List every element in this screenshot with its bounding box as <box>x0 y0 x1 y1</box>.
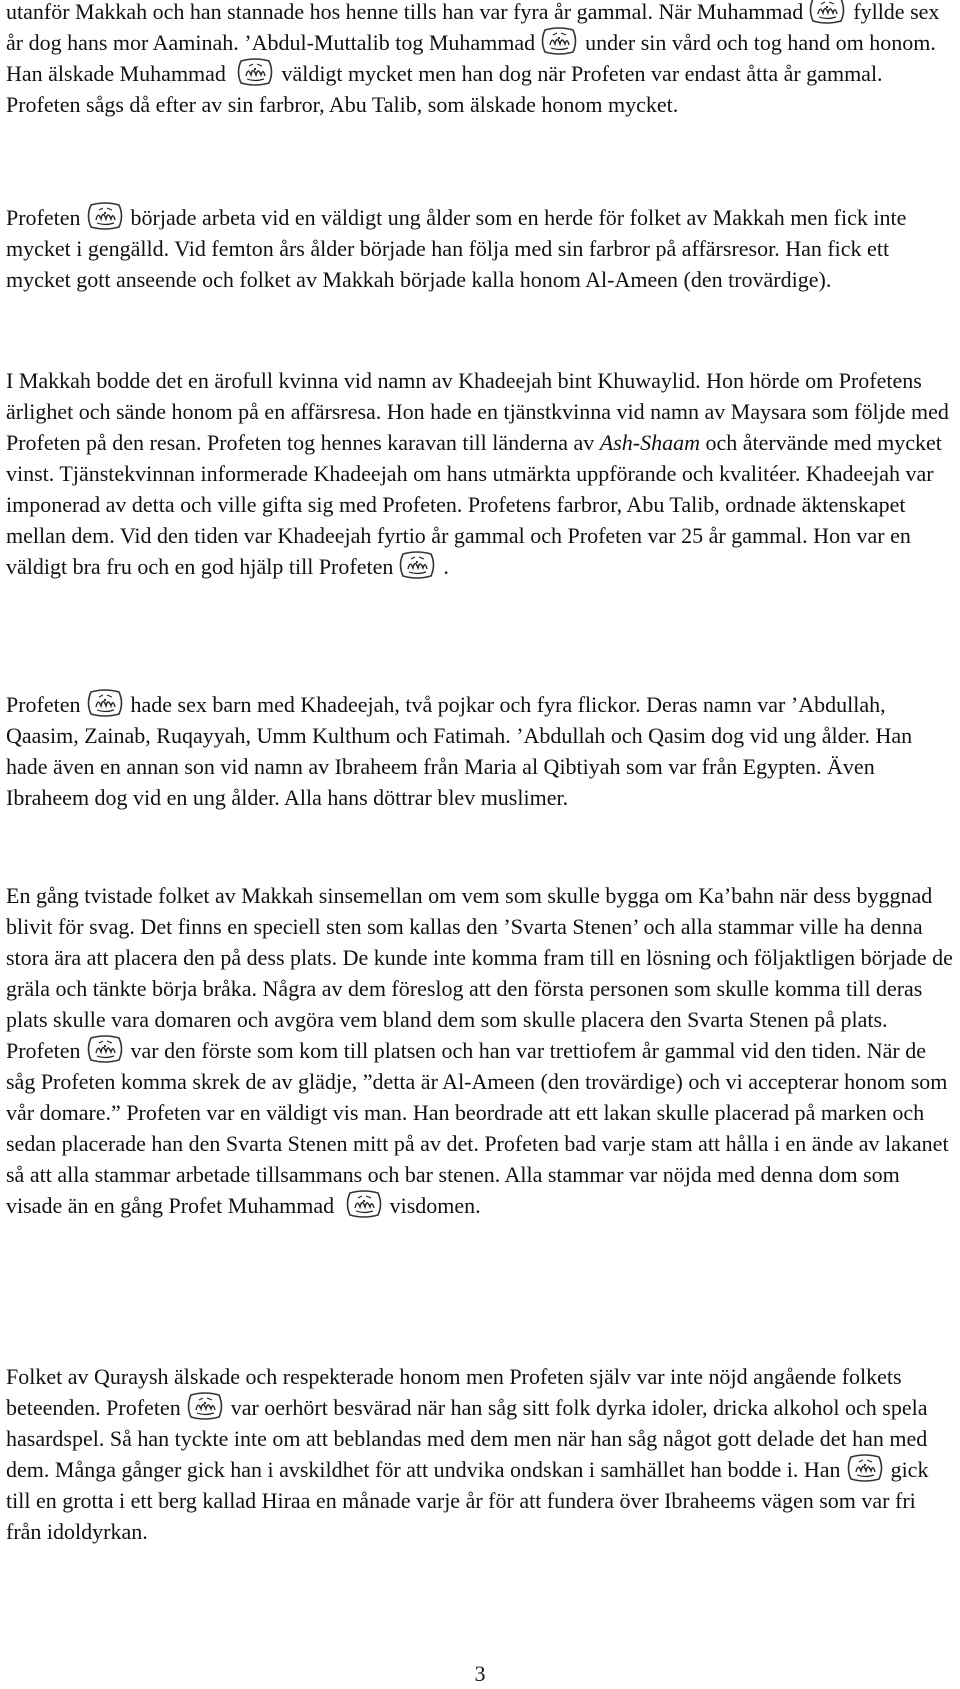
text-run: Folket av Quraysh älskade och respekterade honom men Profeten själv var inte nöjd angående folkets beteenden. Profeten <box>6 1364 902 1420</box>
text-run: En gång tvistade folket av Makkah sinsemellan om vem som skulle bygga om Ka’bahn när dess byggnad blivit för svag. Det finns en speciell sten som kallas den ’Svarta Stenen’ och alla stammar ville ha denna stora ära att placera den på dess plats. De kunde inte komma fram till en lösning och följaktligen började de gräla och tänkte börja bråka. Några av dem föreslog att den första personen som skulle komma till deras plats skulle vara domaren och avgöra vem bland dem som skulle placera den Svarta Stenen på plats. Profeten <box>6 883 953 1063</box>
paragraph-children <box>6 689 954 813</box>
page-number: 3 <box>474 1661 486 1686</box>
text-run: I Makkah bodde det en ärofull kvinna vid namn av Khadeejah bint Khuwaylid. Hon hörde om Profetens ärlighet och sände honom på en affärsresa. Hon hade en tjänstkvinna vid namn av Maysara som följde med Profeten på den resan. Profeten tog hennes karavan till länderna av <box>6 368 949 455</box>
text-run: fyllde sex år dog hans mor Aaminah. ’Abdul-Muttalib tog Muhammad <box>6 0 940 55</box>
text-run: under sin vård och tog hand om honom. Han älskade Muhammad <box>6 30 936 86</box>
salawat-emblem-icon <box>85 202 125 230</box>
text-run: Profeten <box>6 205 81 230</box>
text-run: . <box>443 554 449 579</box>
salawat-emblem-icon <box>85 1035 125 1063</box>
paragraph-childhood <box>6 0 954 120</box>
salawat-emblem-icon <box>344 1190 384 1218</box>
salawat-emblem-icon <box>397 551 437 579</box>
text-run: hade sex barn med Khadeejah, två pojkar och fyra flickor. Deras namn var ’Abdullah, Qaasim, Zainab, Ruqayyah, Umm Kulthum och Fatimah. ’Abdullah och Qasim dog vid ung ålder. Han hade även en annan son vid namn av Ibraheem från Maria al Qibtiyah som var från Egypten. Även Ibraheem dog vid en ung ålder. Alla hans döttrar blev muslimer. <box>6 692 913 810</box>
salawat-emblem-icon <box>235 58 275 86</box>
text-run: var den förste som kom till platsen och han var trettiofem år gammal vid den tiden. När de såg Profeten komma skrek de av glädje, ”detta är Al-Ameen (den trovärdige) och vi accepterar honom som vår domare.” Profeten var en väldigt vis man. Han beordrade att ett lakan skulle placerad på marken och sedan placerade han den Svarta Stenen mitt på av det. Profeten bad varje stam att hålla i en ände av lakanet så att alla stammar arbetade tillsammans och bar stenen. Alla stammar var nöjda med denna dom som visade än en gång Profet Muhammad <box>6 1038 949 1218</box>
text-run: var oerhört besvärad när han såg sitt folk dyrka idoler, dricka alkohol och spela hasardspel. Så han tyckte inte om att beblandas med dem men när han såg något gott delade det han med dem. Många gånger gick han i avskildhet för att undvika ondskan i samhället han bodde i. Han <box>6 1395 928 1482</box>
salawat-emblem-icon <box>85 689 125 717</box>
italic-place-name: Ash-Shaam <box>599 430 700 455</box>
paragraph-khadeejah <box>6 365 954 582</box>
text-run: utanför Makkah och han stannade hos henne tills han var fyra år gammal. När Muhammad <box>6 0 804 24</box>
salawat-emblem-icon <box>807 0 847 24</box>
text-run: väldigt mycket men han dog när Profeten var endast åtta år gammal. Profeten sågs då efter av sin farbror, Abu Talib, som älskade honom mycket. <box>6 61 883 117</box>
salawat-emblem-icon <box>845 1454 885 1482</box>
text-run: gick till en grotta i ett berg kallad Hiraa en månade varje år för att fundera över Ibraheems vägen som var fri från idoldyrkan. <box>6 1457 929 1544</box>
paragraph-black-stone <box>6 880 954 1221</box>
text-run: Profeten <box>6 692 81 717</box>
text-run: och återvände med mycket vinst. Tjänstekvinnan informerade Khadeejah om hans utmärkta uppförande och kvalitéer. Khadeejah var imponerad av detta och ville gifta sig med Profeten. Profetens farbror, Abu Talib, ordnade äktenskapet mellan dem. Vid den tiden var Khadeejah fyrtio år gammal och Profeten var 25 år gammal. Hon var en väldigt bra fru och en god hjälp till Profeten <box>6 430 942 579</box>
text-run: började arbeta vid en väldigt ung ålder som en herde för folket av Makkah men fick inte mycket i gengälld. Vid femton års ålder började han följa med sin farbror på affärsresor. Han fick ett mycket gott anseende och folket av Makkah började kalla honom Al-Ameen (den trovärdige). <box>6 205 907 292</box>
paragraph-shepherd <box>6 202 954 295</box>
text-run: visdomen. <box>389 1193 481 1218</box>
salawat-emblem-icon <box>539 27 579 55</box>
salawat-emblem-icon <box>185 1392 225 1420</box>
paragraph-quraysh <box>6 1361 954 1547</box>
